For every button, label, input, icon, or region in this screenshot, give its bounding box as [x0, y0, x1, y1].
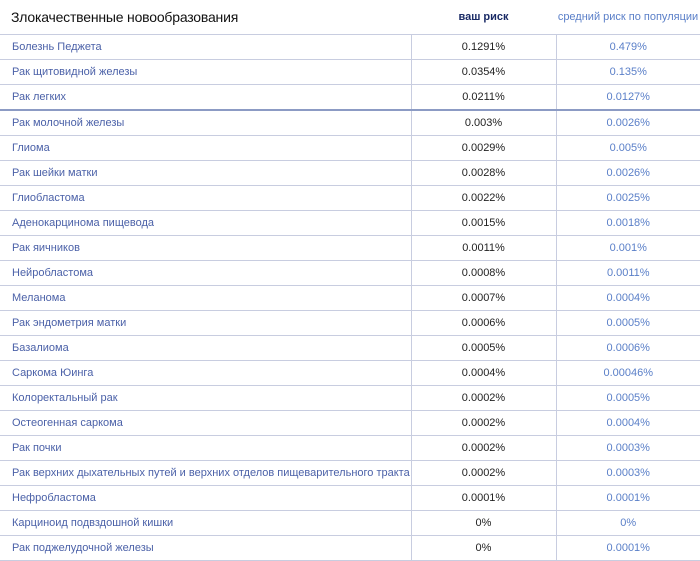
table-row[interactable]	[0, 161, 700, 186]
avg-risk-value: 0.0011%	[556, 261, 700, 286]
avg-risk-value: 0.0026%	[556, 161, 700, 186]
disease-name[interactable]: Меланома	[0, 286, 411, 311]
disease-name[interactable]: Глиома	[0, 136, 411, 161]
avg-risk-value: 0.0005%	[556, 386, 700, 411]
your-risk-value: 0.0015%	[411, 211, 556, 236]
table-row[interactable]	[0, 85, 700, 111]
disease-name[interactable]: Рак молочной железы	[0, 110, 411, 136]
table-title: Злокачественные новообразования	[11, 9, 239, 25]
avg-risk-value: 0.135%	[556, 60, 700, 85]
your-risk-value: 0.0002%	[411, 436, 556, 461]
your-risk-value: 0.0011%	[411, 236, 556, 261]
avg-risk-value: 0.0026%	[556, 110, 700, 136]
your-risk-value: 0%	[411, 536, 556, 561]
disease-name[interactable]: Рак щитовидной железы	[0, 60, 411, 85]
table-row[interactable]	[0, 286, 700, 311]
table-header-row	[0, 0, 700, 35]
avg-risk-value: 0.479%	[556, 35, 700, 60]
table-row[interactable]	[0, 311, 700, 336]
table-row[interactable]	[0, 461, 700, 486]
avg-risk-value: 0.0006%	[556, 336, 700, 361]
table-row[interactable]	[0, 336, 700, 361]
your-risk-value: 0.0028%	[411, 161, 556, 186]
avg-risk-header: средний риск по популяции	[557, 10, 699, 23]
table-row[interactable]	[0, 236, 700, 261]
avg-risk-value: 0.0018%	[556, 211, 700, 236]
avg-risk-value: 0.0127%	[556, 85, 700, 111]
avg-risk-value: 0.0003%	[556, 461, 700, 486]
disease-name[interactable]: Аденокарцинома пищевода	[0, 211, 411, 236]
table-row[interactable]	[0, 261, 700, 286]
disease-name[interactable]: Базалиома	[0, 336, 411, 361]
table-row[interactable]	[0, 35, 700, 60]
table-row[interactable]	[0, 536, 700, 561]
table-row[interactable]	[0, 110, 700, 136]
disease-name[interactable]: Глиобластома	[0, 186, 411, 211]
avg-risk-value: 0.0004%	[556, 411, 700, 436]
avg-risk-value: 0.0005%	[556, 311, 700, 336]
disease-name[interactable]: Карциноид подвздошной кишки	[0, 511, 411, 536]
disease-name[interactable]: Рак яичников	[0, 236, 411, 261]
your-risk-value: 0.0002%	[411, 461, 556, 486]
disease-name[interactable]: Рак эндометрия матки	[0, 311, 411, 336]
avg-risk-value: 0.0003%	[556, 436, 700, 461]
table-row[interactable]	[0, 486, 700, 511]
your-risk-header: ваш риск	[458, 11, 509, 23]
your-risk-value: 0%	[411, 511, 556, 536]
avg-risk-value: 0.005%	[556, 136, 700, 161]
your-risk-value: 0.0029%	[411, 136, 556, 161]
disease-name[interactable]: Рак поджелудочной железы	[0, 536, 411, 561]
table-row[interactable]	[0, 60, 700, 85]
avg-risk-value: 0%	[556, 511, 700, 536]
avg-risk-value: 0.0001%	[556, 536, 700, 561]
your-risk-value: 0.0004%	[411, 361, 556, 386]
disease-name[interactable]: Рак верхних дыхательных путей и верхних отделов пищеварительного тракта	[0, 461, 411, 486]
table-row[interactable]	[0, 186, 700, 211]
disease-name[interactable]: Саркома Юинга	[0, 361, 411, 386]
avg-risk-value: 0.0001%	[556, 486, 700, 511]
your-risk-value: 0.0008%	[411, 261, 556, 286]
your-risk-value: 0.0001%	[411, 486, 556, 511]
table-row[interactable]	[0, 136, 700, 161]
disease-name[interactable]: Рак почки	[0, 436, 411, 461]
your-risk-value: 0.0354%	[411, 60, 556, 85]
table-row[interactable]	[0, 361, 700, 386]
disease-name[interactable]: Нейробластома	[0, 261, 411, 286]
your-risk-value: 0.0002%	[411, 386, 556, 411]
avg-risk-value: 0.0004%	[556, 286, 700, 311]
table-row[interactable]	[0, 411, 700, 436]
your-risk-value: 0.0002%	[411, 411, 556, 436]
table-row[interactable]	[0, 436, 700, 461]
table-row[interactable]	[0, 386, 700, 411]
avg-risk-value: 0.0025%	[556, 186, 700, 211]
disease-name[interactable]: Рак легких	[0, 85, 411, 111]
disease-name[interactable]: Колоректальный рак	[0, 386, 411, 411]
your-risk-value: 0.0007%	[411, 286, 556, 311]
your-risk-value: 0.1291%	[411, 35, 556, 60]
table-row[interactable]	[0, 211, 700, 236]
table-row[interactable]	[0, 511, 700, 536]
your-risk-value: 0.0006%	[411, 311, 556, 336]
your-risk-value: 0.0022%	[411, 186, 556, 211]
avg-risk-value: 0.001%	[556, 236, 700, 261]
your-risk-value: 0.0211%	[411, 85, 556, 111]
your-risk-value: 0.0005%	[411, 336, 556, 361]
avg-risk-value: 0.00046%	[556, 361, 700, 386]
disease-name[interactable]: Рак шейки матки	[0, 161, 411, 186]
your-risk-value: 0.003%	[411, 110, 556, 136]
disease-name[interactable]: Болезнь Педжета	[0, 35, 411, 60]
disease-name[interactable]: Нефробластома	[0, 486, 411, 511]
disease-name[interactable]: Остеогенная саркома	[0, 411, 411, 436]
